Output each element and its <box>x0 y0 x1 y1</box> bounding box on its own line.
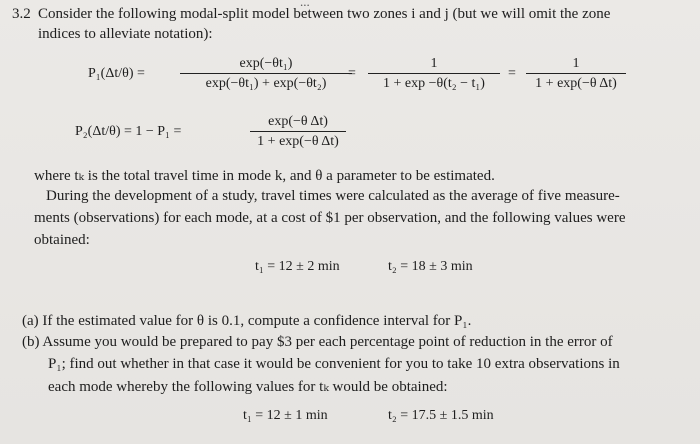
intro-line-2: indices to alleviate notation): <box>38 26 213 42</box>
part-b-line-3: each mode whereby the following values for tₖ would be obtained: <box>48 379 448 395</box>
eq2-denominator: 1 + exp(−θ Δt) <box>257 134 339 149</box>
part-a: (a) If the estimated value for θ is 0.1, compute a confidence interval for P₁. <box>22 313 472 329</box>
eq1-f2-denominator: 1 + exp −θ(t₂ − t₁) <box>383 76 485 91</box>
fraction-bar <box>250 131 346 132</box>
values2-t2: t₂ = 17.5 ± 1.5 min <box>388 408 494 423</box>
eq1-fraction-3 <box>526 55 626 92</box>
values2-t1: t₁ = 12 ± 1 min <box>243 408 328 423</box>
paragraph-line-1: During the development of a study, travel times were calculated as the average of five measure- <box>46 188 620 204</box>
eq1-fraction-1 <box>180 55 352 92</box>
eq1-f3-numerator: 1 <box>572 56 580 71</box>
values1-t1: t₁ = 12 ± 2 min <box>255 259 340 274</box>
cut-off-header: ... <box>300 0 310 9</box>
fraction-bar <box>526 73 626 74</box>
eq1-equals-a: = <box>348 66 356 81</box>
values1-t2: t₂ = 18 ± 3 min <box>388 259 473 274</box>
eq1-f1-denominator: exp(−θt₁) + exp(−θt₂) <box>205 76 327 91</box>
paragraph-line-3: obtained: <box>34 232 90 248</box>
intro-line-1: Consider the following modal-split model between two zones i and j (but we will omit the zone <box>38 6 611 22</box>
where-line: where tₖ is the total travel time in mode k, and θ a parameter to be estimated. <box>34 168 495 184</box>
eq2-numerator: exp(−θ Δt) <box>268 114 328 129</box>
eq1-f2-numerator: 1 <box>430 56 438 71</box>
eq2-fraction <box>250 113 346 150</box>
eq2-lhs: P₂(Δt/θ) = 1 − P₁ = <box>75 124 182 139</box>
part-b-line-1: (b) Assume you would be prepared to pay $3 per each percentage point of reduction in the error of <box>22 334 613 350</box>
paragraph-line-2: ments (observations) for each mode, at a cost of $1 per observation, and the following values were <box>34 210 626 226</box>
eq1-f3-denominator: 1 + exp(−θ Δt) <box>535 76 617 91</box>
fraction-bar <box>180 73 352 74</box>
eq1-fraction-2 <box>368 55 500 92</box>
eq1-lhs: P₁(Δt/θ) = <box>88 66 145 81</box>
part-b-line-2: P₁; find out whether in that case it would be convenient for you to take 10 extra observations in <box>48 356 620 372</box>
problem-number: 3.2 <box>12 6 31 22</box>
fraction-bar <box>368 73 500 74</box>
eq1-f1-numerator: exp(−θt₁) <box>239 56 293 71</box>
eq1-equals-b: = <box>508 66 516 81</box>
